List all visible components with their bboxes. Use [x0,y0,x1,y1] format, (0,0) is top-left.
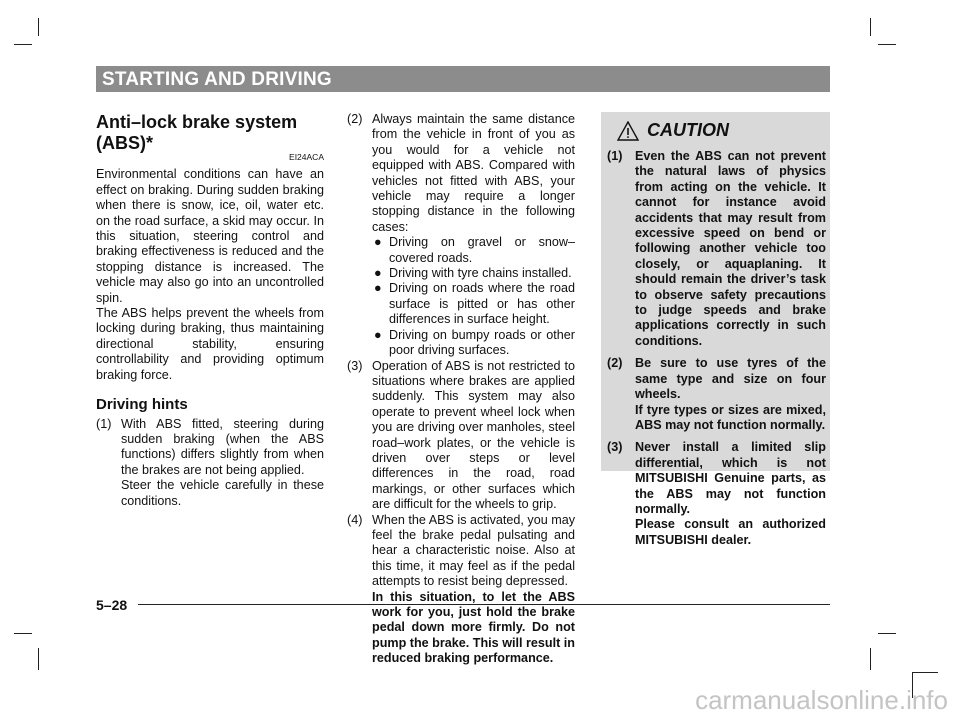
crop-mark [38,648,39,670]
bullet-item [372,266,575,281]
intro-paragraph: Environmental conditions can have an effect on braking. During sudden braking when there is snow, ice, oil, water etc. on the road surface, a skid may occur. In this situation, steering control and braking effectiveness is reduced and the stopping distance is increased. The vehicle may also go into an uncontrolled spin. [96,167,324,305]
hint-number: (2) [347,112,363,126]
caution-list [607,149,826,555]
article-title: Anti–lock brake system (ABS)* [96,112,298,153]
abs-description: The ABS helps prevent the wheels from locking during braking, thus maintaining directional stability, ensuring controllability and providing optimum braking force. [96,306,324,382]
bullet-icon: ● [374,281,382,296]
crop-mark [38,18,39,36]
caution-text: Please consult an authorized MITSUBISHI dealer. [635,517,826,547]
caution-number: (2) [607,356,623,371]
caution-text: Be sure to use tyres of the same type and size on four wheels. [635,356,826,402]
left-column [96,112,324,509]
crop-mark [870,18,871,36]
hint-item [347,112,575,359]
caution-item [607,356,826,433]
hint-number: (1) [96,416,112,431]
bullet-item [372,328,575,359]
caution-item [607,149,826,349]
bullet-item [372,281,575,327]
caution-number: (1) [607,149,623,163]
crop-mark [14,44,32,45]
caution-number: (3) [607,440,623,455]
hint-text: Always maintain the same distance from the vehicle in front of you as you would for a vehicle not equipped with ABS. Compared with vehicles not fitted with ABS, your vehicle may require a longer stopping distance in the following cases: [372,112,575,234]
footer-rule [138,604,830,605]
caution-text: If tyre types or sizes are mixed, ABS may not function normally. [635,402,826,432]
hint-text: When the ABS is activated, you may feel the brake pedal pulsating and hear a characteristic noise. Also at this time, it may feel as if the pedal attempts to resist being depressed. [372,512,576,589]
warning-triangle-icon [617,121,639,141]
caution-text: Even the ABS can not prevent the natural laws of physics from acting on the vehicle. It cannot for instance avoid accidents that may result from excessive speed on bend or following another vehicle too closely, or aquaplaning. It should remain the driver’s task to observe safety precautions to judge speeds and brake applications correctly in such conditions. [635,149,826,348]
crop-mark [878,44,896,45]
crop-mark [870,648,871,670]
crop-mark [14,633,32,634]
hint-text: With ABS fitted, steering during sudden braking (when the ABS functions) differs slightly from when the brakes are not being applied. [121,416,324,477]
caution-title: CAUTION [647,120,729,140]
bullet-icon: ● [374,235,382,250]
crop-mark [878,633,896,634]
hint-bold-text: In this situation, to let the ABS work for you, just hold the brake pedal down more firmly. Do not pump the brake. This will result in reduced braking performance. [372,589,575,666]
section-title: STARTING AND DRIVING [102,69,332,90]
bullet-text: Driving on gravel or snow–covered roads. [389,235,575,265]
crop-mark [912,672,938,673]
bullet-icon: ● [374,327,382,342]
hint-text: Operation of ABS is not restricted to situations where brakes are applied suddenly. This system may also operate to prevent wheel lock when you are driving over manholes, steel road–work plates, or the vehicle is driven over steps or level differences in the road, road markings, or other surfaces which are difficult for the wheels to grip. [372,358,575,512]
middle-column [347,112,575,667]
bullet-icon: ● [374,266,382,281]
hint-text: Steer the vehicle carefully in these conditions. [121,478,324,508]
caution-text: Never install a limited slip differential, which is not MITSUBISHI Genuine parts, as the ABS may not function normally. [635,440,826,516]
hint-item [347,513,575,667]
caution-header [617,120,729,141]
driving-hints-heading: Driving hints [96,396,188,414]
bullet-text: Driving on bumpy roads or other poor driving surfaces. [389,327,575,358]
site-watermark: carmanualsonline.info [695,685,948,715]
reference-code: EI24ACA [289,152,324,162]
hint-item [347,359,575,513]
caution-box [601,112,830,547]
hint-number: (4) [347,512,363,527]
hint-number: (3) [347,358,363,373]
bullet-text: Driving with tyre chains installed. [389,266,572,281]
bullet-item [372,235,575,266]
page-number: 5–28 [96,597,128,613]
hint-item [96,417,324,509]
bullet-text: Driving on roads where the road surface is pitted or has other differences in surface height. [389,281,575,327]
caution-item [607,440,826,548]
section-header-bar [96,66,830,92]
